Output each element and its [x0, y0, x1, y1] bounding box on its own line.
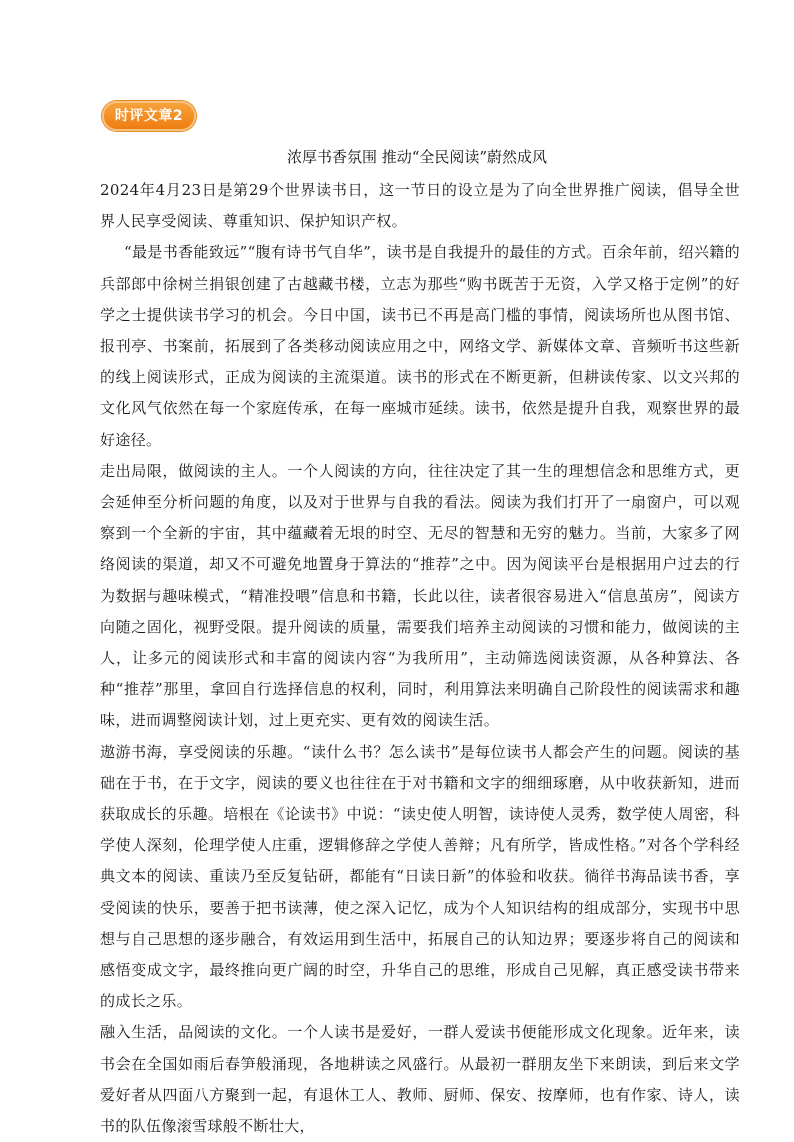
paragraph: 走出局限，做阅读的主人。一个人阅读的方向，往往决定了其一生的理想信念和思维方式，更会延伸至分析问题的角度，以及对于世界与自我的看法。阅读为我们打开了一扇窗户，可以观察到一个全新的宇宙，其中蕴藏着无垠的时空、无尽的智慧和无穷的魅力。当前，大家多了网络阅读的渠道，却又不可避免地置身于算法的“推荐”之中。因为阅读平台是根据用户过去的行为数据与趣味模式，“精准投喂”信息和书籍，长此以往，读者很容易进入“信息茧房”，阅读方向随之固化，视野受限。提升阅读的质量，需要我们培养主动阅读的习惯和能力，做阅读的主人，让多元的阅读形式和丰富的阅读内容“为我所用”，主动筛选阅读资源，从各种算法、各种“推荐”那里，拿回自行选择信息的权利，同时，利用算法来明确自己阶段性的阅读需求和趣味，进而调整阅读计划，过上更充实、更有效的阅读生活。	[100, 461, 740, 730]
section-badge: 时评文章2	[102, 101, 196, 131]
article-body	[100, 175, 740, 1142]
article-title: 浓厚书香氛围 推动“全民阅读”蔚然成风	[286, 148, 548, 166]
paragraph: “最是书香能致远”“腹有诗书气自华”，读书是自我提升的最佳的方式。百余年前，绍兴籍的兵部郎中徐树兰捐银创建了古越藏书楼，立志为那些“购书既苦于无资，入学又格于定例”的好学之士提供读书学习的机会。今日中国，读书已不再是高门槛的事情，阅读场所也从图书馆、报刊亭、书案前，拓展到了各类移动阅读应用之中，网络文学、新媒体文章、音频听书这些新的线上阅读形式，正成为阅读的主流渠道。读书的形式在不断更新，但耕读传家、以文兴邦的文化风气依然在每一个家庭传承，在每一座城市延续。读书，依然是提升自我，观察世界的最好途径。	[100, 243, 740, 449]
paragraph: 遨游书海，享受阅读的乐趣。“读什么书？怎么读书”是每位读书人都会产生的问题。阅读的基础在于书，在于文字，阅读的要义也往往在于对书籍和文字的细细琢磨，从中收获新知，进而获取成长的乐趣。培根在《论读书》中说：“读史使人明智，读诗使人灵秀，数学使人周密，科学使人深刻，伦理学使人庄重，逻辑修辞之学使人善辩；凡有所学，皆成性格。”对各个学科经典文本的阅读、重读乃至反复钻研，都能有“日读日新”的体验和收获。徜徉书海品读书香，享受阅读的快乐，要善于把书读薄，使之深入记忆，成为个人知识结构的组成部分，实现书中思想与自己思想的逐步融合，有效运用到生活中，拓展自己的认知边界；要逐步将自己的阅读和感悟变成文字，最终推向更广阔的时空，升华自己的思维，形成自己见解，真正感受读书带来的成长之乐。	[100, 742, 740, 1011]
paragraph: 融入生活，品阅读的文化。一个人读书是爱好，一群人爱读书便能形成文化现象。近年来，读书会在全国如雨后春笋般涌现，各地耕读之风盛行。从最初一群朋友坐下来朗读，到后来文学爱好者从四面八方聚到一起，有退休工人、教师、厨师、保安、按摩师，也有作家、诗人，读书的队伍像滚雪球般不断壮大，	[100, 1023, 740, 1136]
paragraph: 2024年4月23日是第29个世界读书日，这一节日的设立是为了向全世界推广阅读，倡导全世界人民享受阅读、尊重知识、保护知识产权。	[100, 181, 740, 231]
